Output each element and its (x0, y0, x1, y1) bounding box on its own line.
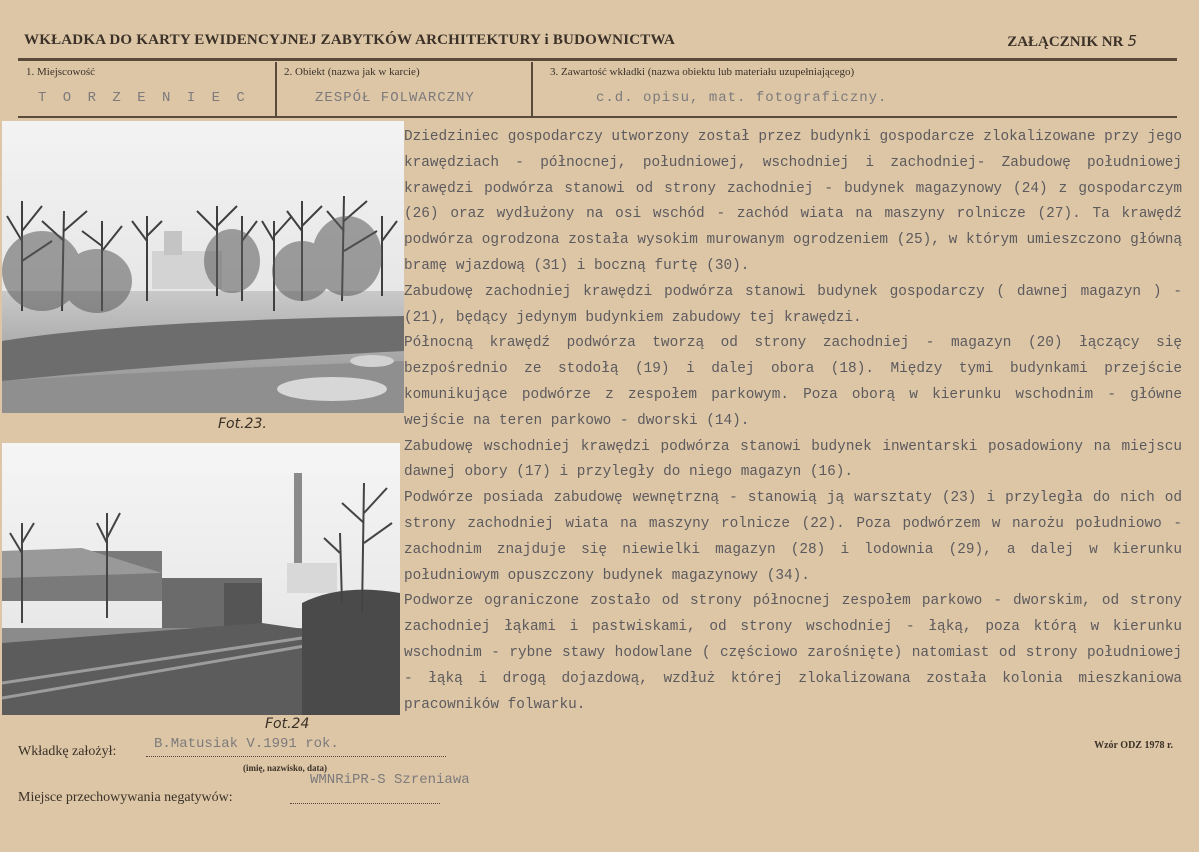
storage-value: WMNRiPR-S Szreniawa (310, 772, 470, 788)
annex-number: 5 (1127, 32, 1137, 50)
field-value-content: c.d. opisu, mat. fotograficzny. (596, 90, 888, 106)
founder-line (146, 756, 446, 757)
photo-24-image (2, 443, 400, 715)
card-title: WKŁADKA DO KARTY EWIDENCYJNEJ ZABYTKÓW ARCHITEKTURY i BUDOWNICTWA (24, 32, 676, 48)
storage-line (290, 803, 440, 804)
field-divider (275, 62, 277, 116)
description-paragraph: Podworze ograniczone zostało od strony północnej zespołem parkowo - dworskim, od strony zachodniej łąkami i pastwiskami, od strony wschodniej - łąką, poza którą w kierunku wschodnim - rybne stawy hodowlane ( częściowo zarośnięte) natomiast od strony południowej - łąką i drogą dojazdową, wzdłuż której zlokalizowana została kolonia mieszkaniowa pracowników folwarku. (404, 593, 1182, 713)
annex-label-text: ZAŁĄCZNIK NR (1007, 34, 1124, 50)
description-paragraph: Dziedziniec gospodarczy utworzony został przez budynki gospodarcze zlokalizowane przy jego krawędziach - północnej, południowej, wschodniej i zachodniej- Zabudowę południowej krawędzi podwórza stanowi od strony zachodniej - budynek magazynowy (24) z gospodarczym (26) oraz wydłużony na osi wschód - zachód wiata na maszyny rolnicze (27). Ta krawędź podwórza ogrodzona została wysokim murowanym ogrodzeniem (25), w którym umieszczono główną bramę wjazdową (31) i boczną furtę (30). (404, 129, 1182, 274)
founder-label: Wkładkę założył: (18, 744, 117, 759)
field-divider (531, 62, 533, 116)
field-label-content: 3. Zawartość wkładki (nazwa obiektu lub materiału uzupełniającego) (550, 66, 855, 78)
fields-rule (18, 116, 1177, 118)
field-value-locality: T O R Z E N I E C (38, 90, 249, 106)
description-paragraph: Północną krawędź podwórza tworzą od strony zachodniej - magazyn (20) łączący się bezpośrednio ze stodołą (19) i dalej obora (18). Między tymi budynkami przejście komunikujące podwórze z zespołem parkowym. Poza oborą w kierunku wschodnim - główne wejście na teren parkowo - dworski (14). (404, 335, 1182, 429)
field-value-object: ZESPÓŁ FOLWARCZNY (315, 90, 475, 106)
photo-24 (2, 443, 400, 715)
header-rule (18, 58, 1177, 61)
photo-23-image (2, 121, 404, 413)
form-id: Wzór ODZ 1978 r. (1094, 740, 1173, 751)
photo-24-caption: Fot.24 (265, 716, 310, 732)
field-label-locality: 1. Miejscowość (26, 66, 96, 78)
annex-label (1007, 32, 1137, 51)
founder-value: B.Matusiak V.1991 rok. (154, 736, 339, 752)
description-paragraph: Podwórze posiada zabudowę wewnętrzną - stanowią ją warsztaty (23) i przyległa do nich od strony zachodniej wiata na maszyny rolnicze (22). Poza podwórzem w narożu południowo - zachodnim znajduje się niewielki magazyn (28) i lodownia (29), a dalej w kierunku południowym opuszczony budynek magazynowy (34). (404, 490, 1182, 584)
founder-hint: (imię, nazwisko, data) (243, 763, 327, 773)
description-paragraph: Zabudowę wschodniej krawędzi podwórza stanowi budynek inwentarski posadowiony na miejscu dawnej obory (17) i przyległy do niego magazyn (16). (404, 438, 1182, 481)
field-label-object: 2. Obiekt (nazwa jak w karcie) (284, 66, 420, 78)
storage-label: Miejsce przechowywania negatywów: (18, 790, 233, 805)
photo-23-caption: Fot.23. (218, 416, 267, 432)
photo-23 (2, 121, 404, 413)
description-text (404, 125, 1182, 718)
description-paragraph: Zabudowę zachodniej krawędzi podwórza stanowi budynek gospodarczy ( dawnej magazyn ) -(21), będący jedynym budynkiem zabudowy tej krawędzi. (404, 283, 1182, 326)
